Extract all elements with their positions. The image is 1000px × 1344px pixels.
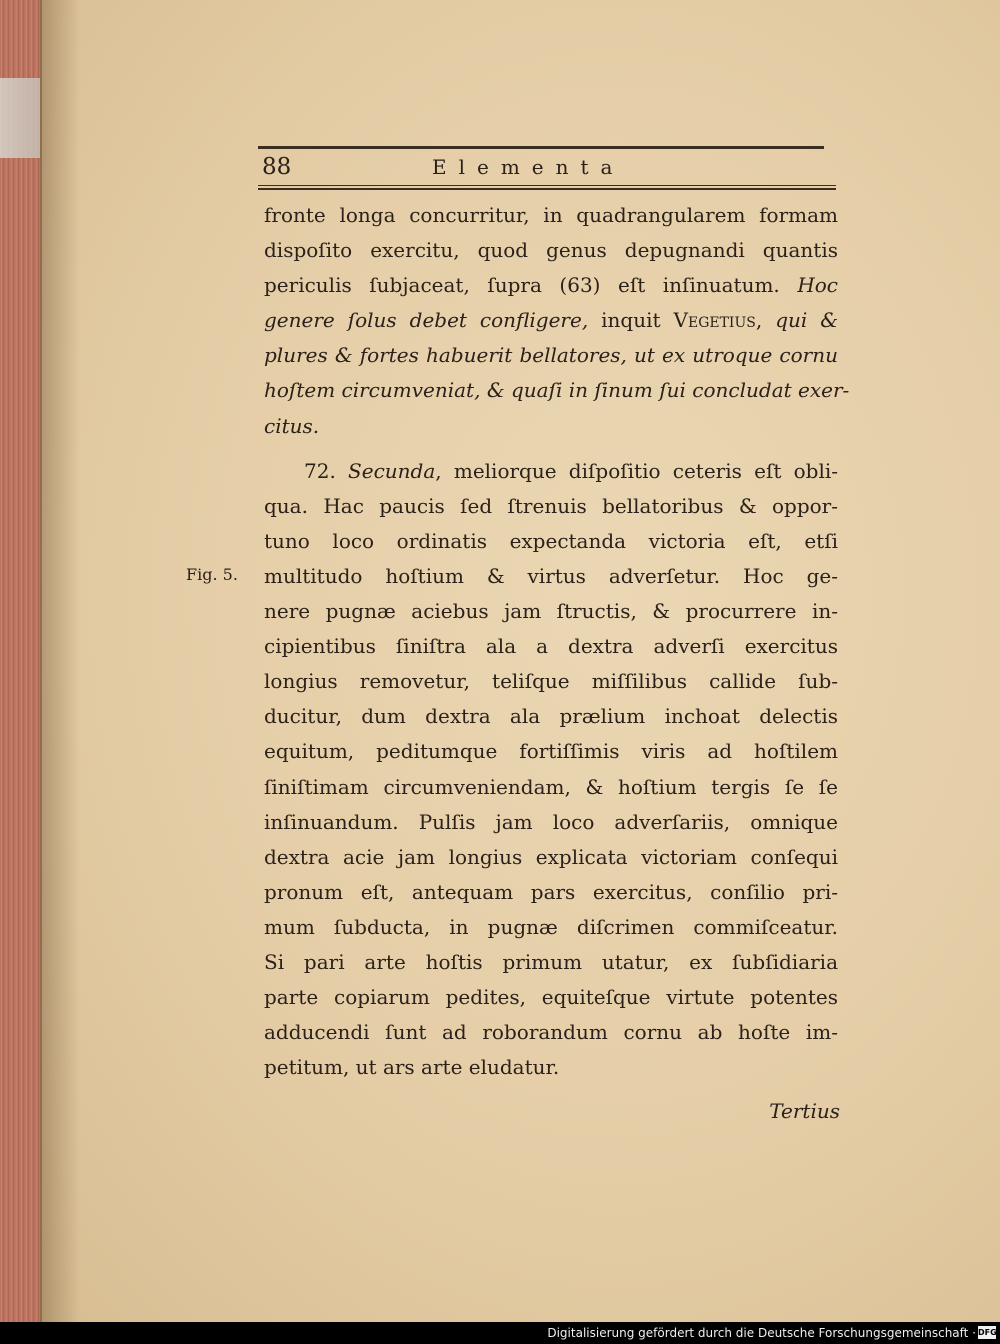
text-span: inquit: [601, 308, 661, 333]
text-line: dextra acie jam longius explicata victoriam conſequi: [264, 844, 838, 869]
text-line: multitudo hoſtium & virtus adverſetur. Hoc ge-: [264, 563, 838, 588]
text-line: pronum eſt, antequam pars exercitus, conſilio pri-: [264, 879, 838, 904]
dfg-logo-icon: DFG: [978, 1328, 997, 1337]
text-line: citus.: [264, 413, 320, 438]
text-line: ſiniſtimam circumveniendam, & hoſtium tergis ſe ſe: [264, 774, 838, 799]
section-number: 72.: [304, 458, 336, 483]
text-line: Si pari arte hoſtis primum utatur, ex ſubſidiaria: [264, 949, 838, 974]
text-line: nere pugnæ aciebus jam ſtructis, & procurrere in-: [264, 599, 838, 624]
text-line: dispoſito exercitu, quod genus depugnandi quantis: [264, 238, 838, 263]
quotation-italic: genere ſolus debet confligere,: [264, 308, 589, 333]
text-line: [264, 454, 838, 489]
text-line: cipientibus ſiniſtra ala a dextra adverſi exercitus: [264, 634, 838, 659]
text-line: mum ſubducta, in pugnæ diſcrimen commiſceatur.: [264, 914, 838, 939]
header-rule-bottom: [258, 185, 836, 190]
text-line: inſinuandum. Pulſis jam loco adverſariis, omnique: [264, 809, 838, 834]
quotation-italic: Hoc: [797, 273, 839, 298]
text-line: longius removetur, teliſque miſſilibus callide ſub-: [264, 669, 838, 694]
margin-figure-reference: Fig. 5.: [186, 565, 238, 584]
text-span: , meliorque diſpoſitio ceteris eſt obli-: [435, 458, 838, 483]
text-line: parte copiarum pedites, equiteſque virtute potentes: [264, 985, 838, 1010]
text-line: tuno loco ordinatis expectanda victoria eſt, etſi: [264, 528, 838, 553]
text-line: fronte longa concurritur, in quadrangularem formam: [264, 203, 838, 227]
text-line: equitum, peditumque fortiſſimis viris ad hoſtilem: [264, 739, 838, 764]
text-line: qua. Hac paucis ſed ſtrenuis bellatoribus & oppor-: [264, 493, 838, 518]
body-text: [264, 198, 850, 1085]
text-line: hoſtem circumveniat, & quaſi in ſinum ſui concludat exer-: [264, 378, 850, 403]
text-span: ,: [755, 308, 763, 333]
gutter-shadow: [40, 0, 80, 1322]
text-line: petitum, ut ars arte eludatur.: [264, 1055, 560, 1080]
text-line: plures & fortes habuerit bellatores, ut ex utroque cornu: [264, 343, 838, 368]
author-name: Vegetius: [673, 308, 756, 333]
catchword: Tertius: [769, 1099, 840, 1123]
text-line: ducitur, dum dextra ala prælium inchoat delectis: [264, 704, 838, 729]
running-head: Elementa: [432, 155, 625, 179]
text-span: periculis ſubjaceat, ſupra (63) eſt inſinuatum.: [264, 273, 780, 298]
quotation-italic: qui &: [775, 308, 839, 333]
text-line: adducendi ſunt ad roborandum cornu ab hoſte im-: [264, 1020, 838, 1045]
text-line: [264, 303, 838, 338]
text-line: [264, 268, 838, 303]
page-number: 88: [262, 154, 292, 180]
italic-term: Secunda: [348, 458, 436, 483]
digitization-credit: Digitalisierung gefördert durch die Deutsche Forschungsgemeinschaft ·: [547, 1326, 976, 1340]
header-rule-top: [258, 146, 824, 149]
